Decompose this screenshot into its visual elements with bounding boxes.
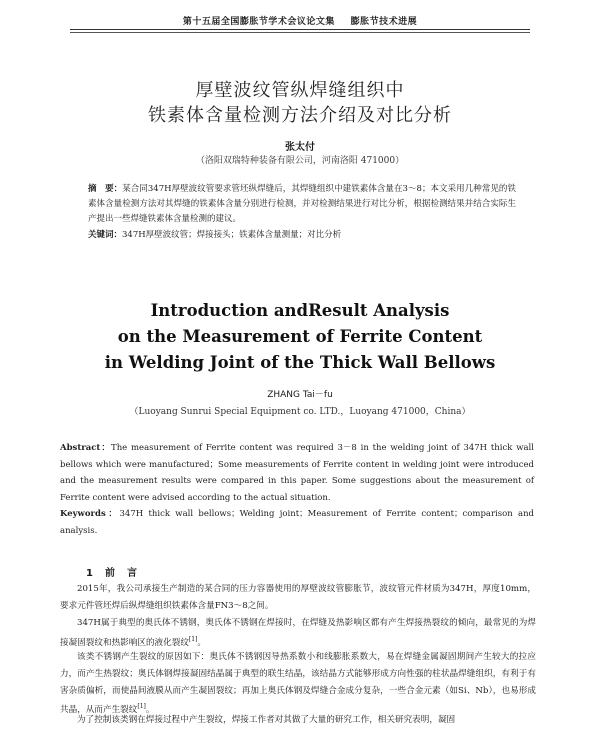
english-title-line-1: Introduction andResult Analysis [150,301,450,320]
body-paragraph: 2015年，我公司承接生产制造的某合同的压力容器使用的厚壁波纹管膨胀节，波纹管元件材质为347H，厚度10mm，要求元件管坯焊后纵焊缝组织铁素体含量FN3～8之间。 [60,584,536,611]
english-title-line-2: on the Measurement of Ferrite Content [117,327,483,346]
section-heading: 1 前 言 [86,568,138,579]
chinese-title-line-2: 铁素体含量检测方法介绍及对比分析 [148,105,452,126]
english-abstract [60,440,534,506]
citation-ref: [1] [188,635,198,643]
english-abstract-label: Abstract： [60,443,112,453]
body-paragraph: 为了控制该类钢在焊接过程中产生裂纹，焊接工作者对其做了大量的研究工作，相关研究表明，凝固 [77,715,456,725]
paragraph-text: 347H属于典型的奥氏体不锈钢，奥氏体不锈钢在焊接时，在焊缝及热影响区都有产生焊接热裂纹的倾向，最常见的为焊接凝固裂纹和热影响区的液化裂纹 [60,618,536,648]
chinese-abstract-label: 摘 要： [88,184,123,194]
citation-ref: [1] [137,703,146,711]
body-paragraph [60,649,536,719]
chinese-keywords-label: 关键词： [88,230,123,240]
english-title-line-3: in Welding Joint of the Thick Wall Bellows [104,353,496,372]
english-keywords [60,506,534,539]
header-rule [70,29,530,30]
chinese-abstract [88,182,516,227]
chinese-abstract-text: 某合同347H厚壁波纹管要求管坯纵焊缝后，其焊缝组织中建铁素体含量在3～8；本文采用几种常见的铁素体含量检测方法对其焊缝的铁素体含量分别进行检测，并对检测结果进行对比分析，根据检测结果并结合实际生产提出一些焊缝铁素体含量检测的建议。 [88,184,516,224]
english-abstract-text: The measurement of Ferrite content was required 3－8 in the welding joint of 347H thick wall bellows which were manufactured；Some measurements of Ferrite content in welding joint were introduced and the measurement results were compared in this paper. Some suggestions about the measurement of Ferrite content were advised according to the actual situation. [60,443,534,503]
paragraph-end: 。 [145,705,155,716]
english-affiliation: （Luoyang Sunrui Special Equipment co. LTD.，Luoyang 471000，China） [129,407,471,417]
header-rule-thin [70,32,530,33]
body-paragraph [60,615,536,651]
section-name: 膨胀节技术进展 [350,17,418,27]
conference-name: 第十五届全国膨胀节学术会议论文集 [182,17,335,27]
paragraph-end: 。 [197,637,207,648]
english-keywords-text: 347H thick wall bellows；Welding joint；Measurement of Ferrite content；comparison and analysis. [60,509,535,536]
chinese-title-line-1: 厚壁波纹管纵焊缝组织中 [195,80,405,101]
chinese-keywords-text: 347H厚壁波纹管；焊接接头；铁素体含量测量；对比分析 [122,230,342,240]
english-keywords-label: Keywords： [60,509,120,519]
chinese-keywords [88,228,516,243]
paragraph-text: 该类不锈钢产生裂纹的原因如下：奥氏体不锈钢因导热系数小和线膨胀系数大，易在焊缝金属凝固期间产生较大的拉应力，而产生热裂纹；奥氏体钢焊接凝固结晶属于典型的联生结晶，该结晶方式能够形成方向性强的柱状晶焊缝组织，有利于有害杂质偏析，而使晶间液膜从而产生凝固裂纹；再加上奥氏体钢及焊缝合金成分复杂，一些合金元素（如Si、Nb），也易形成共晶，从而产生裂纹 [60,652,536,716]
english-author: ZHANG Tai－fu [267,390,333,400]
chinese-affiliation: （洛阳双瑞特种装备有限公司，河南洛阳 471000） [195,156,405,166]
running-head [0,14,600,27]
chinese-author: 张太付 [285,142,315,153]
